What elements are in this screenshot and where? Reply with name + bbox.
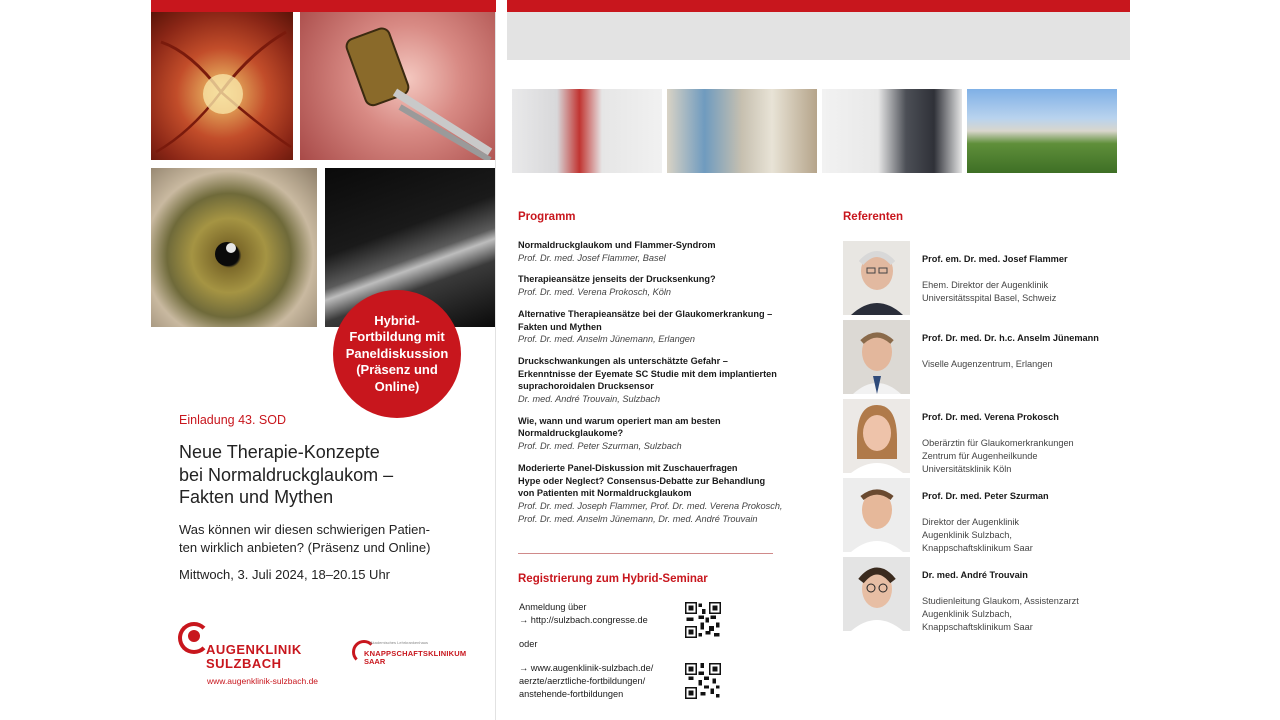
qr-code-icon[interactable]	[685, 663, 721, 699]
program-item-speaker: Dr. med. André Trouvain, Sulzbach	[518, 394, 661, 405]
referent-details: Direktor der Augenklinik Augenklinik Sulzbach, Knappschaftsklinikum Saar	[922, 517, 1033, 553]
referent-entry	[922, 398, 1122, 489]
augenklinik-sulzbach-logo	[178, 622, 318, 682]
knappschaftsklinikum-logo	[352, 640, 477, 670]
event-date: Mittwoch, 3. Juli 2024, 18–20.15 Uhr	[179, 567, 391, 582]
referent-name: Prof. Dr. med. Verena Prokosch	[922, 412, 1059, 422]
referent-details: Studienleitung Glaukom, Assistenzarzt Augenklinik Sulzbach, Knappschaftsklinikum Saar	[922, 596, 1079, 632]
referent-entry	[922, 319, 1122, 384]
registration-or: oder	[519, 639, 538, 649]
logo-text-line2: SAAR	[364, 657, 386, 666]
program-item	[518, 239, 793, 264]
referent-entry	[922, 240, 1122, 318]
program-item-speaker: Prof. Dr. med. Verena Prokosch, Köln	[518, 287, 672, 298]
program-item	[518, 273, 793, 298]
referent-details: Viselle Augenzentrum, Erlangen	[922, 359, 1053, 369]
clinic-building-photo	[967, 89, 1117, 173]
fundus-photo	[151, 12, 293, 160]
program-item-title: Therapieansätze jenseits der Drucksenkung?	[518, 274, 716, 285]
top-red-bar-left	[151, 0, 496, 12]
eye-logo-pupil	[188, 630, 200, 642]
logo-small-text: Akademisches Lehrkrankenhaus	[370, 640, 429, 645]
title-line: Fakten und Mythen	[179, 487, 334, 507]
referent-details: Oberärztin für Glaukomerkrankungen Zentrum für Augenheilkunde Universitätsklinik Köln	[922, 438, 1074, 474]
top-red-bar-right	[507, 0, 1130, 12]
nurse-hallway-photo	[667, 89, 817, 173]
title-line: bei Normaldruckglaukom –	[179, 464, 394, 485]
invitation-label: Einladung 43. SOD	[179, 413, 287, 427]
program-heading: Programm	[518, 211, 576, 223]
program-item-title: Moderierte Panel-Diskussion mit Zuschauerfragen Hype oder Neglect? Consensus-Debatte zur Behandlung von Patienten mit Normaldruckglaukom	[518, 462, 766, 499]
referent-entry	[922, 477, 1122, 568]
hybrid-badge: Hybrid- Fortbildung mit Paneldiskussion (Präsenz und Online)	[333, 290, 461, 418]
portrait-szurman	[843, 478, 910, 552]
page-title	[179, 441, 479, 509]
registration-link-website[interactable]: → www.augenklinik-sulzbach.de/ aerzte/aerztliche-fortbildungen/ anstehende-fortbildungen	[519, 663, 654, 699]
portrait-prokosch	[843, 399, 910, 473]
subtitle-line: Was können wir diesen schwierigen Patien-	[179, 522, 430, 537]
referent-name: Dr. med. André Trouvain	[922, 570, 1028, 580]
logo-text-line1: KNAPPSCHAFTSKLINIKUM	[364, 649, 467, 658]
implant-surgery-photo	[300, 12, 495, 160]
referents-heading: Referenten	[843, 211, 904, 223]
portrait-flammer	[843, 241, 910, 315]
program-item-speaker: Prof. Dr. med. Peter Szurman, Sulzbach	[518, 441, 682, 452]
header-grey-band	[507, 12, 1130, 60]
iris-photo	[151, 168, 317, 327]
program-item	[518, 415, 793, 453]
qr-code-icon[interactable]	[685, 602, 721, 638]
registration-link-congresse[interactable]: Anmeldung über → http://sulzbach.congresse.de	[519, 602, 648, 625]
website-link[interactable]: www.augenklinik-sulzbach.de	[207, 676, 319, 686]
program-item	[518, 355, 793, 406]
program-list	[518, 239, 793, 534]
program-item-speaker: Prof. Dr. med. Anselm Jünemann, Erlangen	[518, 334, 696, 345]
divider	[518, 553, 773, 554]
program-item-speaker: Prof. Dr. med. Josef Flammer, Basel	[518, 252, 666, 263]
logo-text-line1: AUGENKLINIK	[206, 642, 302, 657]
subtitle-line: ten wirklich anbieten? (Präsenz und Online)	[179, 540, 431, 555]
retina-vessels-drawing	[151, 12, 293, 160]
referent-name: Prof. em. Dr. med. Josef Flammer	[922, 254, 1068, 264]
pupil-highlight	[151, 168, 317, 327]
portrait-trouvain	[843, 557, 910, 631]
program-item-title: Wie, wann und warum operiert man am besten Normaldruckglaukome?	[518, 415, 721, 439]
registration-heading: Registrierung zum Hybrid-Seminar	[518, 573, 708, 585]
referent-details: Ehem. Direktor der Augenklinik Universitätsspital Basel, Schweiz	[922, 280, 1057, 303]
subtitle	[179, 521, 479, 557]
title-line: Neue Therapie-Konzepte	[179, 442, 380, 462]
implant-forceps-drawing	[300, 12, 495, 160]
referent-name: Prof. Dr. med. Dr. h.c. Anselm Jünemann	[922, 333, 1099, 343]
program-item-title: Druckschwankungen als unterschätzte Gefahr – Erkenntnisse der Eyemate SC Studie mit dem implantierten suprachoroidalen Drucksensor	[518, 355, 777, 392]
program-item	[518, 462, 793, 526]
logo-text-line2: SULZBACH	[206, 656, 282, 671]
program-item-title: Alternative Therapieansätze bei der Glaukomerkrankung – Fakten und Mythen	[518, 308, 773, 332]
referent-entry	[922, 556, 1122, 647]
program-item	[518, 308, 793, 346]
program-item-title: Normaldruckglaukom und Flammer-Syndrom	[518, 240, 716, 250]
eye-exam-photo	[512, 89, 662, 173]
program-item-speaker: Prof. Dr. med. Joseph Flammer, Prof. Dr. med. Verena Prokosch, Prof. Dr. med. Anselm Jünemann, Dr. med. André Trouvain	[518, 500, 783, 524]
doctor-patient-photo	[822, 89, 962, 173]
portrait-juenemann	[843, 320, 910, 394]
referent-name: Prof. Dr. med. Peter Szurman	[922, 491, 1049, 501]
